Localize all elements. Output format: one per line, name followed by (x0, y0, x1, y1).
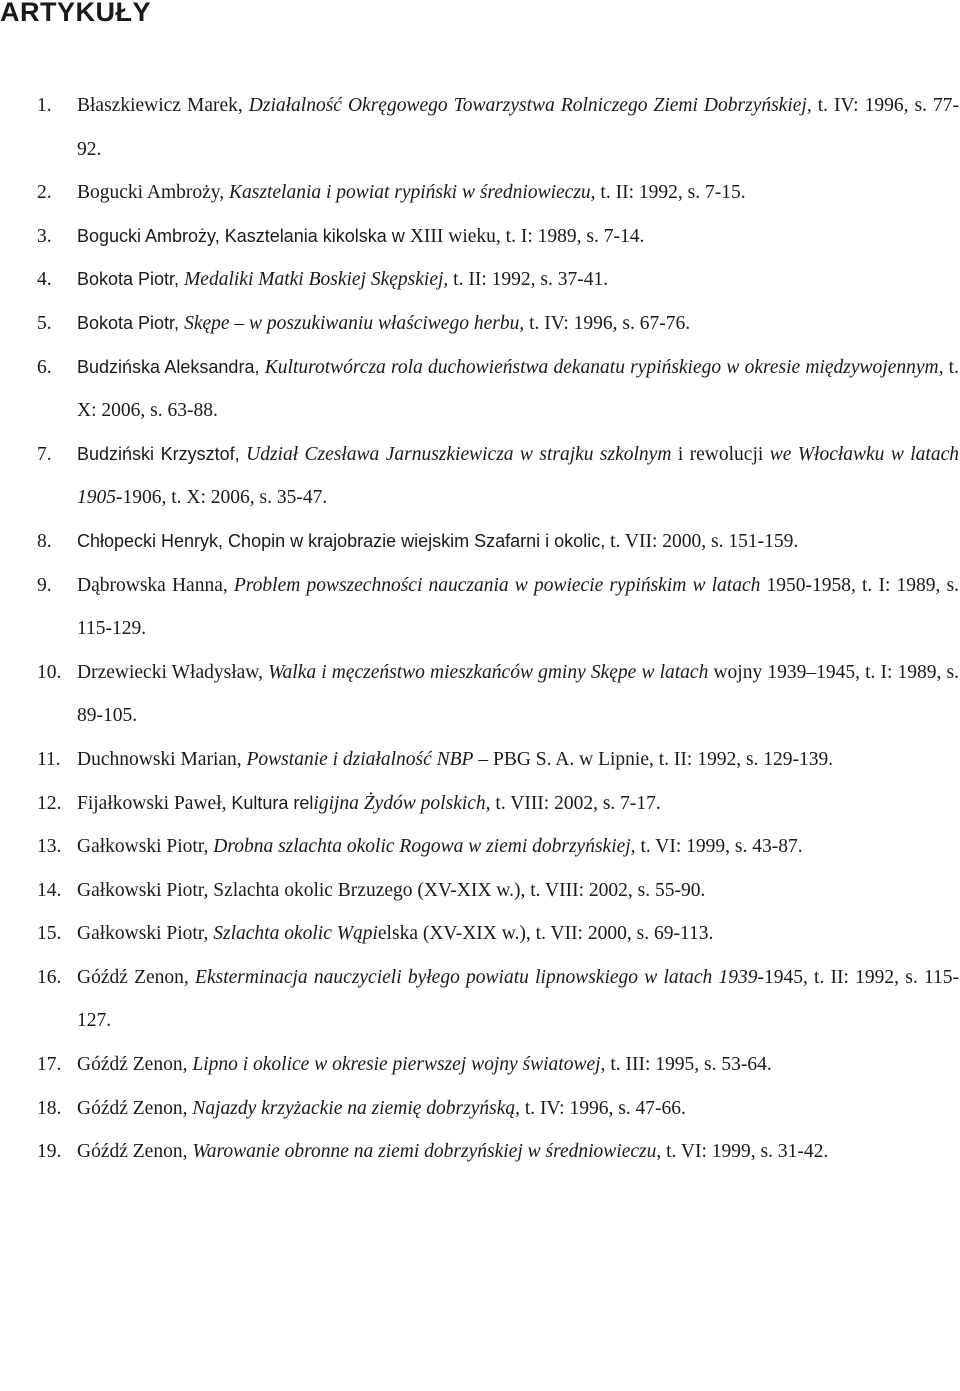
entry-title-italic: igijna Żydów polskich, (313, 792, 491, 814)
entry-text-segment: XIII wieku, t. I: 1989, s. 7-14. (409, 225, 645, 247)
entry-text-segment: 1950-1958, t. I: 1989, s. 115-129. (77, 574, 959, 640)
entry-title-italic: Warowanie obronne na ziemi dobrzyńskiej w średniowieczu (192, 1141, 657, 1163)
bibliography-entry (37, 782, 959, 826)
entry-number: 4. (37, 269, 52, 291)
entry-text-segment: , t. VI: 1999, s. 31-42. (656, 1141, 829, 1163)
entry-text-segment: t. VI: 1999, s. 43-87. (635, 836, 803, 858)
entry-text-segment: Góźdź Zenon, (77, 1054, 193, 1076)
entry-text-segment: , t. X: 2006, s. 63-88. (77, 356, 959, 422)
entry-number: 12. (37, 792, 62, 814)
entry-title-italic: Kasztelania i powiat rypiński w średniowieczu, (229, 182, 596, 204)
entry-text-segment: t. II: 1992, s. 7-15. (595, 182, 746, 204)
entry-text (77, 956, 959, 1043)
entry-text-segment: Bogucki Ambroży, (77, 182, 230, 204)
bibliography-entry (37, 433, 959, 520)
entry-number: 15. (37, 923, 62, 945)
entry-text-segment: elska (XV-XIX w.), t. VII: 2000, s. 69-113. (377, 923, 714, 945)
entry-number: 6. (37, 356, 52, 378)
entry-title-italic: Udział Czesława Jarnuszkiewicza w strajku szkolnym (246, 443, 672, 465)
entry-text-segment: t. IV: 1996, s. 77-92. (77, 95, 959, 160)
bibliography-entry (37, 1043, 959, 1087)
entry-text-segment: Bogucki Ambroży, Kasztelania kikolska w (77, 225, 410, 246)
entry-title-italic: Powstanie i działalność NBP (246, 748, 474, 770)
entry-text (77, 258, 959, 302)
entry-text-segment: t. VII: 2000, s. 151-159. (605, 530, 799, 552)
entry-text-segment: Gałkowski Piotr, (77, 923, 214, 945)
entry-text (77, 302, 959, 346)
entry-text-segment: Chłopecki Henryk, Chopin w krajobrazie wiejskim Szafarni i okolic, (77, 530, 606, 551)
entry-text-segment: t. IV: 1996, s. 67-76. (524, 312, 691, 334)
entry-text-segment: Dąbrowska Hanna, (77, 574, 234, 596)
page-heading: ARTYKUŁY (0, 0, 151, 27)
entry-text (77, 564, 959, 651)
entry-text-segment: i rewolucji (671, 443, 770, 465)
entry-text-segment: Bokota Piotr, (77, 312, 185, 333)
entry-text-segment: t. VIII: 2002, s. 7-17. (490, 792, 661, 814)
entry-number: 14. (37, 879, 62, 901)
bibliography-entry (37, 912, 959, 956)
entry-title-italic: Najazdy krzyżackie na ziemię dobrzyńską, (192, 1097, 520, 1119)
entry-text-segment: 1945, t. II: 1992, s. 115-127. (77, 966, 959, 1032)
entry-title-italic: Szlachta okolic Wąpi (213, 923, 378, 945)
bibliography-entry (37, 738, 959, 782)
entry-number: 11. (37, 748, 61, 770)
bibliography-entry (37, 258, 959, 302)
entry-title-italic: Kulturotwórcza rola duchowieństwa dekanatu rypińskiego w okresie międzywojennym (264, 356, 939, 378)
entry-text-segment: wojny 1939–1945, t. I: 1989, s. 89-105. (77, 661, 959, 727)
entry-number: 1. (37, 95, 52, 116)
entry-text-segment: – PBG S. A. w Lipnie, t. II: 1992, s. 129-139. (473, 748, 834, 770)
entry-text (77, 1043, 959, 1087)
entry-text-segment: Gałkowski Piotr, (77, 836, 214, 858)
entry-text (77, 84, 959, 171)
entry-title-italic: Problem powszechności nauczania w powiecie rypińskim w latach (233, 574, 761, 596)
entry-number: 8. (37, 530, 52, 552)
entry-title-italic: Medaliki Matki Boskiej Skępskiej, (184, 269, 449, 291)
entry-number: 17. (37, 1054, 62, 1076)
entry-title-italic: Walka i męczeństwo mieszkańców gminy Skępe w latach (268, 661, 709, 683)
entry-text (77, 171, 959, 215)
entry-number: 13. (37, 836, 62, 858)
entry-title-italic: Eksterminacja nauczycieli byłego powiatu lipnowskiego w latach 1939- (195, 966, 764, 988)
entry-text-segment: Góźdź Zenon, (77, 1141, 193, 1163)
entry-text-segment: Kultura rel (231, 792, 314, 813)
entry-text-segment: t. III: 1995, s. 53-64. (605, 1054, 772, 1076)
entry-number: 19. (37, 1141, 62, 1163)
entry-title-italic: Skępe – w poszukiwaniu właściwego herbu, (184, 312, 525, 334)
bibliography-entry (37, 171, 959, 215)
bibliography-list (37, 84, 959, 1174)
entry-number: 5. (37, 312, 52, 334)
entry-title-italic: Działalność Okręgowego Towarzystwa Rolniczego Ziemi Dobrzyńskiej, (248, 95, 812, 116)
entry-text (77, 1087, 959, 1131)
entry-text-segment: Góźdź Zenon, (77, 1097, 193, 1119)
entry-number: 7. (37, 443, 52, 465)
entry-number: 18. (37, 1097, 62, 1119)
entry-text-segment: Fijałkowski Paweł, (77, 792, 232, 814)
bibliography-entry (37, 215, 959, 259)
bibliography-entry (37, 564, 959, 651)
entry-text-segment: -1906, t. X: 2006, s. 35-47. (116, 487, 328, 509)
entry-text (77, 215, 959, 259)
entry-text (77, 433, 959, 520)
entry-text-segment: Bokota Piotr, (77, 269, 185, 290)
entry-text-segment: Budziński Krzysztof, (77, 443, 247, 464)
entry-text-segment: Błaszkiewicz Marek, (77, 95, 249, 116)
entry-text-segment: t. II: 1992, s. 37-41. (448, 269, 609, 291)
entry-number: 3. (37, 225, 52, 247)
entry-text-segment: Budzińska Aleksandra, (77, 356, 265, 377)
bibliography-entry (37, 869, 959, 913)
bibliography-entry (37, 346, 959, 433)
entry-text-segment: Duchnowski Marian, (77, 748, 247, 770)
entry-text-segment: t. IV: 1996, s. 47-66. (520, 1097, 686, 1119)
bibliography-entry (37, 1130, 959, 1174)
entry-text-segment: Góźdź Zenon, (77, 966, 196, 988)
entry-text (77, 346, 959, 433)
bibliography-entry (37, 84, 959, 171)
bibliography-entry (37, 651, 959, 738)
entry-number: 9. (37, 574, 52, 596)
entry-title-italic: Drobna szlachta okolic Rogowa w ziemi dobrzyńskiej, (213, 836, 636, 858)
bibliography-entry (37, 956, 959, 1043)
entry-text (77, 782, 959, 826)
bibliography-entry (37, 302, 959, 346)
entry-text (77, 912, 959, 956)
entry-text (77, 1130, 959, 1174)
entry-text (77, 520, 959, 564)
entry-number: 2. (37, 182, 52, 204)
entry-title-italic: we Włocławku w latach 1905 (77, 443, 959, 509)
entry-text-segment: Gałkowski Piotr, Szlachta okolic Brzuzego (XV-XIX w.), t. VIII: 2002, s. 55-90. (77, 879, 706, 901)
bibliography-entry (37, 1087, 959, 1131)
entry-text (77, 869, 959, 913)
entry-number: 16. (37, 966, 62, 988)
entry-text (77, 738, 959, 782)
entry-text (77, 825, 959, 869)
entry-text-segment: Drzewiecki Władysław, (77, 661, 269, 683)
bibliography-entry (37, 825, 959, 869)
entry-title-italic: Lipno i okolice w okresie pierwszej wojny światowej, (192, 1054, 606, 1076)
entry-text (77, 651, 959, 738)
entry-number: 10. (37, 661, 62, 683)
bibliography-entry (37, 520, 959, 564)
